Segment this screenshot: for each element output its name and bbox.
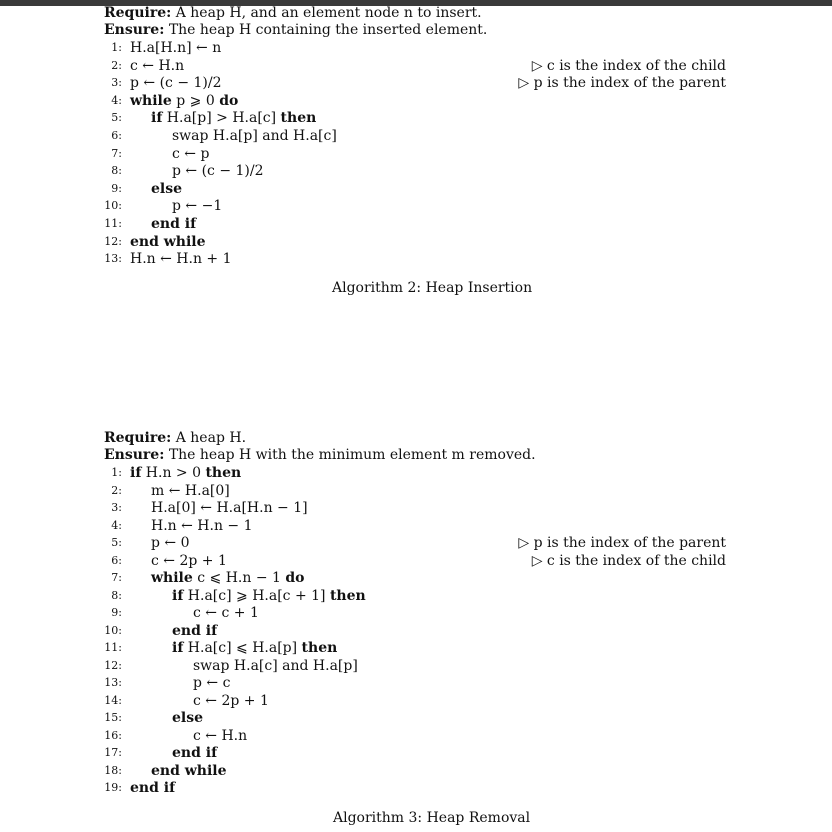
algo2-ensure: [104, 21, 487, 39]
code-line: [172, 162, 264, 180]
line-number: 12:: [104, 234, 122, 248]
code-text: H.a[p] > H.a[c]: [166, 110, 277, 127]
code-line: [130, 57, 184, 75]
keyword: end while: [130, 233, 206, 250]
keyword: do: [285, 570, 305, 586]
code-line: [130, 74, 222, 92]
code-text: c ⩽ H.n − 1: [197, 570, 281, 586]
algo2-require: [104, 4, 482, 22]
line-number: 4:: [111, 518, 122, 532]
line-number: 10:: [104, 623, 122, 637]
code-line: [172, 197, 222, 215]
code-text: c ← 2p + 1: [151, 552, 227, 569]
code-text: p ← (c − 1)/2: [172, 163, 264, 180]
keyword: then: [301, 640, 338, 656]
keyword: end if: [130, 780, 176, 796]
code-line: [193, 727, 247, 745]
code-text: p ← 0: [151, 535, 190, 551]
code-line: [151, 534, 190, 552]
line-number: 6:: [111, 553, 122, 567]
line-number: 9:: [111, 181, 122, 195]
code-line: [193, 674, 230, 692]
code-text: c ← H.n: [130, 57, 185, 74]
code-line: [172, 587, 366, 605]
line-number: 15:: [104, 711, 122, 724]
code-text: c ← 2p + 1: [193, 692, 269, 709]
code-line: [151, 499, 308, 517]
code-line: [151, 109, 316, 127]
algo3-comment-child: ▷ c is the index of the child: [531, 553, 726, 569]
code-line: [130, 233, 206, 251]
ensure-text: The heap H with the minimum element m removed.: [168, 447, 536, 463]
algo3-require: [104, 429, 246, 447]
code-text: p ← −1: [172, 198, 223, 215]
code-line: [151, 552, 227, 570]
require-text: A heap H, and an element node n to insert.: [175, 5, 482, 21]
code-line: [151, 569, 305, 587]
code-text: swap H.a[p] and H.a[c]: [172, 128, 337, 144]
code-text: p ⩾ 0: [176, 92, 215, 109]
keyword: then: [205, 465, 242, 481]
keyword: end if: [172, 622, 218, 639]
line-number: 6:: [111, 129, 122, 142]
line-number: 1:: [111, 41, 122, 54]
code-line: [151, 180, 182, 198]
code-line: [193, 692, 269, 710]
line-number: 17:: [104, 746, 122, 759]
ensure-label: Ensure:: [104, 447, 165, 463]
line-number: 5:: [111, 111, 122, 125]
code-text: p ← (c − 1)/2: [130, 75, 222, 92]
line-number: 9:: [111, 606, 122, 619]
code-text: H.a[c] ⩽ H.a[p]: [187, 640, 298, 656]
code-text: H.a[0] ← H.a[H.n − 1]: [151, 500, 308, 516]
line-number: 11:: [104, 641, 122, 654]
line-number: 11:: [104, 217, 122, 230]
code-line: [151, 762, 227, 780]
code-line: [151, 215, 196, 233]
line-number: 2:: [111, 483, 122, 497]
code-line: [130, 464, 241, 482]
algo2-comment-child: ▷ c is the index of the child: [531, 58, 726, 74]
code-text: H.n ← H.n + 1: [130, 251, 232, 268]
line-number: 2:: [111, 58, 122, 72]
line-number: 13:: [104, 676, 122, 689]
code-line: [130, 39, 221, 57]
code-line: [193, 604, 259, 622]
code-text: swap H.a[c] and H.a[p]: [193, 657, 358, 674]
code-line: [130, 779, 175, 797]
code-text: c ← p: [172, 145, 210, 162]
line-number: 7:: [111, 571, 122, 584]
keyword: if: [172, 640, 184, 656]
line-number: 8:: [111, 164, 122, 178]
code-line: [130, 250, 232, 268]
code-text: c ← H.n: [193, 727, 248, 744]
code-line: [172, 127, 337, 145]
ensure-label: Ensure:: [104, 22, 165, 38]
code-text: c ← c + 1: [193, 605, 259, 621]
keyword: while: [151, 570, 193, 586]
code-line: [172, 145, 209, 163]
require-label: Require:: [104, 5, 172, 21]
code-line: [151, 517, 253, 535]
code-text: p ← c: [193, 675, 231, 691]
algo2-comment-parent: ▷ p is the index of the parent: [518, 75, 726, 91]
keyword: then: [280, 110, 317, 127]
keyword: if: [151, 110, 163, 127]
line-number: 1:: [111, 466, 122, 479]
code-line: [172, 622, 217, 640]
algo3-ensure: [104, 446, 536, 464]
line-number: 5:: [111, 536, 122, 549]
code-line: [130, 92, 238, 110]
code-line: [172, 639, 337, 657]
algo2-caption: Algorithm 2: Heap Insertion: [332, 280, 533, 296]
code-text: H.a[c] ⩾ H.a[c + 1]: [187, 587, 326, 604]
algo3-caption: Algorithm 3: Heap Removal: [333, 810, 531, 826]
keyword: else: [151, 180, 183, 197]
keyword: else: [172, 710, 204, 726]
keyword: while: [130, 92, 172, 109]
line-number: 19:: [104, 781, 122, 794]
keyword: end while: [151, 762, 227, 779]
line-number: 3:: [111, 76, 122, 90]
keyword: if: [172, 587, 184, 604]
keyword: end if: [172, 745, 218, 761]
keyword: do: [219, 92, 239, 109]
line-number: 16:: [104, 728, 122, 742]
line-number: 12:: [104, 658, 122, 672]
require-label: Require:: [104, 430, 172, 446]
code-line: [193, 657, 358, 675]
code-line: [172, 744, 217, 762]
line-number: 8:: [111, 588, 122, 602]
code-line: [172, 709, 203, 727]
keyword: then: [329, 587, 366, 604]
line-number: 7:: [111, 146, 122, 160]
code-text: H.a[H.n] ← n: [130, 40, 222, 56]
algo3-comment-parent: ▷ p is the index of the parent: [518, 535, 726, 551]
code-line: [151, 482, 230, 500]
code-text: H.n > 0: [145, 465, 202, 481]
keyword: if: [130, 465, 142, 481]
code-text: m ← H.a[0]: [151, 482, 230, 499]
line-number: 14:: [104, 693, 122, 707]
keyword: end if: [151, 216, 197, 232]
line-number: 3:: [111, 501, 122, 514]
code-text: H.n ← H.n − 1: [151, 517, 253, 534]
line-number: 4:: [111, 93, 122, 107]
line-number: 10:: [104, 199, 122, 213]
line-number: 13:: [104, 252, 122, 266]
line-number: 18:: [104, 763, 122, 777]
require-text: A heap H.: [175, 430, 247, 446]
ensure-text: The heap H containing the inserted element.: [168, 22, 488, 38]
